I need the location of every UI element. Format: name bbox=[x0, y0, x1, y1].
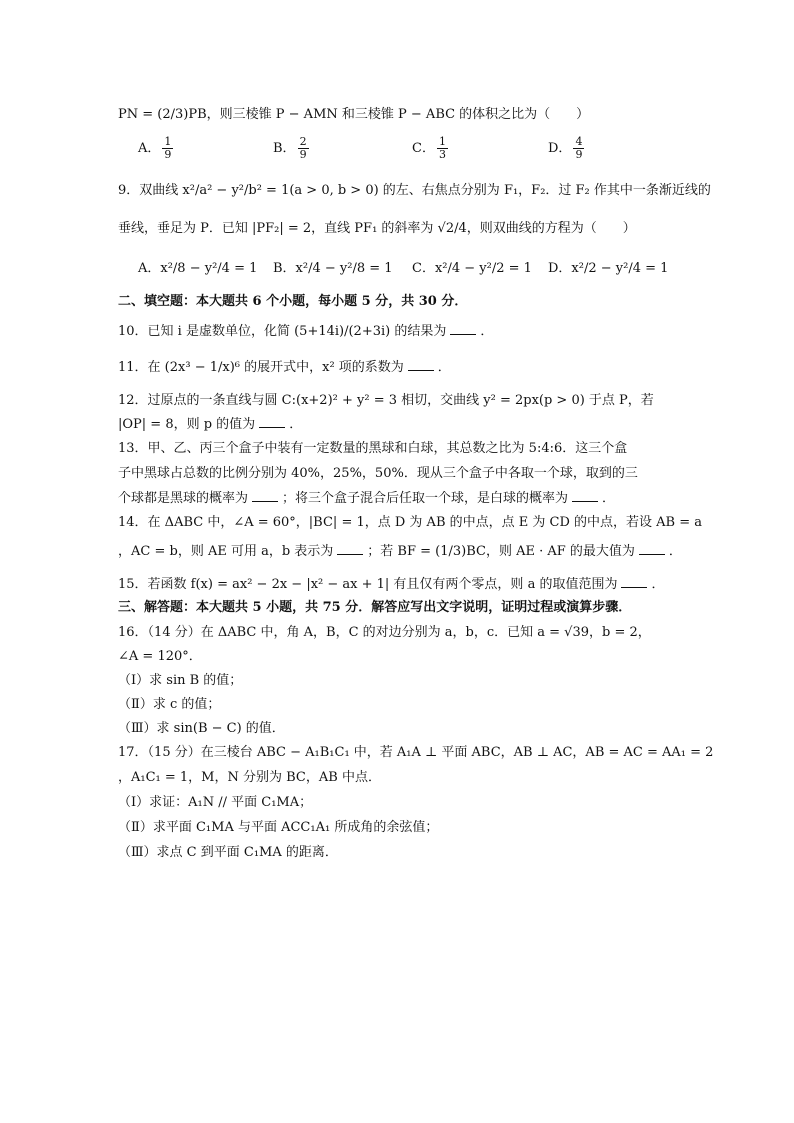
q16-line1: 16．（14 分）在 ΔABC 中，角 A，B，C 的对边分别为 a，b，c．已知 a = √39，b = 2， bbox=[118, 625, 651, 640]
q17-line2: ，A₁C₁ = 1，M，N 分别为 BC，AB 中点． bbox=[118, 770, 381, 785]
q10: 10．已知 i 是虚数单位，化简 (5+14i)/(2+3i) 的结果为 ． bbox=[118, 324, 494, 339]
q12-line2: |OP| = 8，则 p 的值为 ． bbox=[118, 417, 303, 432]
q8-option-c: C． $\frac{1}{3}$ bbox=[412, 135, 446, 161]
q8-option-d: D． $\frac{4}{9}$ bbox=[548, 135, 583, 161]
q16-part-2: （Ⅱ）求 c 的值； bbox=[118, 697, 221, 712]
q8-option-a: A． $\frac{1}{9}$ bbox=[138, 135, 172, 161]
q9-line1: 9．双曲线 x²/a² − y²/b² = 1(a > 0, b > 0) 的左、右焦点分别为 F₁，F₂．过 F₂ 作其中一条渐近线的 bbox=[118, 183, 711, 198]
q16-part-1: （Ⅰ）求 sin B 的值； bbox=[118, 673, 243, 688]
q16-part-3: （Ⅲ）求 sin(B − C) 的值． bbox=[118, 721, 285, 736]
q14-line2: ，AC = b，则 AE 可用 a，b 表示为 ；若 BF = (1/3)BC，则 AE · AF 的最大值为 ． bbox=[118, 544, 682, 559]
q16-line2: ∠A = 120°． bbox=[118, 649, 202, 664]
q9-option-c: C．x²/4 − y²/2 = 1 bbox=[412, 261, 532, 276]
q13-line3: 个球都是黑球的概率为 ；将三个盒子混合后任取一个球，是白球的概率为 ． bbox=[118, 491, 616, 506]
q17-part-3: （Ⅲ）求点 C 到平面 C₁MA 的距离． bbox=[118, 845, 338, 860]
section-solve-heading: 三、解答题：本大题共 5 小题，共 75 分．解答应写出文字说明，证明过程或演算步骤． bbox=[118, 600, 632, 615]
q17-line1: 17．（15 分）在三棱台 ABC − A₁B₁C₁ 中，若 A₁A ⊥ 平面 ABC，AB ⊥ AC，AB = AC = AA₁ = 2 bbox=[118, 745, 714, 760]
q8-option-b: B． $\frac{2}{9}$ bbox=[273, 135, 307, 161]
section-fill-in-heading: 二、填空题：本大题共 6 个小题，每小题 5 分，共 30 分． bbox=[118, 294, 468, 309]
q8-stem: PN = (2/3)PB，则三棱锥 P − AMN 和三棱锥 P − ABC 的体积之比为（ ） bbox=[118, 107, 590, 122]
q11: 11．在 (2x³ − 1/x)⁶ 的展开式中，x² 项的系数为 ． bbox=[118, 360, 451, 375]
q9-option-b: B．x²/4 − y²/8 = 1 bbox=[273, 261, 393, 276]
q17-part-2: （Ⅱ）求平面 C₁MA 与平面 ACC₁A₁ 所成角的余弦值； bbox=[118, 820, 439, 835]
q9-line2: 垂线，垂足为 P．已知 |PF₂| = 2，直线 PF₁ 的斜率为 √2/4，则双曲线的方程为（ ） bbox=[118, 221, 636, 236]
q9-option-d: D．x²/2 − y²/4 = 1 bbox=[548, 261, 669, 276]
q12-line1: 12．过原点的一条直线与圆 C:(x+2)² + y² = 3 相切，交曲线 y² = 2px(p > 0) 于点 P，若 bbox=[118, 393, 654, 408]
q14-line1: 14．在 ΔABC 中，∠A = 60°，|BC| = 1，点 D 为 AB 的中点，点 E 为 CD 的中点，若设 AB = a bbox=[118, 515, 702, 530]
q9-option-a: A．x²/8 − y²/4 = 1 bbox=[138, 261, 258, 276]
q13-line2: 子中黑球占总数的比例分别为 40%，25%，50%．现从三个盒子中各取一个球，取到的三 bbox=[118, 466, 638, 481]
q13-line1: 13．甲、乙、丙三个盒子中装有一定数量的黑球和白球，其总数之比为 5:4:6．这三个盒 bbox=[118, 441, 628, 456]
q15: 15．若函数 f(x) = ax² − 2x − |x² − ax + 1| 有且仅有两个零点，则 a 的取值范围为 ． bbox=[118, 577, 665, 592]
q17-part-1: （Ⅰ）求证：A₁N // 平面 C₁MA； bbox=[118, 795, 313, 810]
